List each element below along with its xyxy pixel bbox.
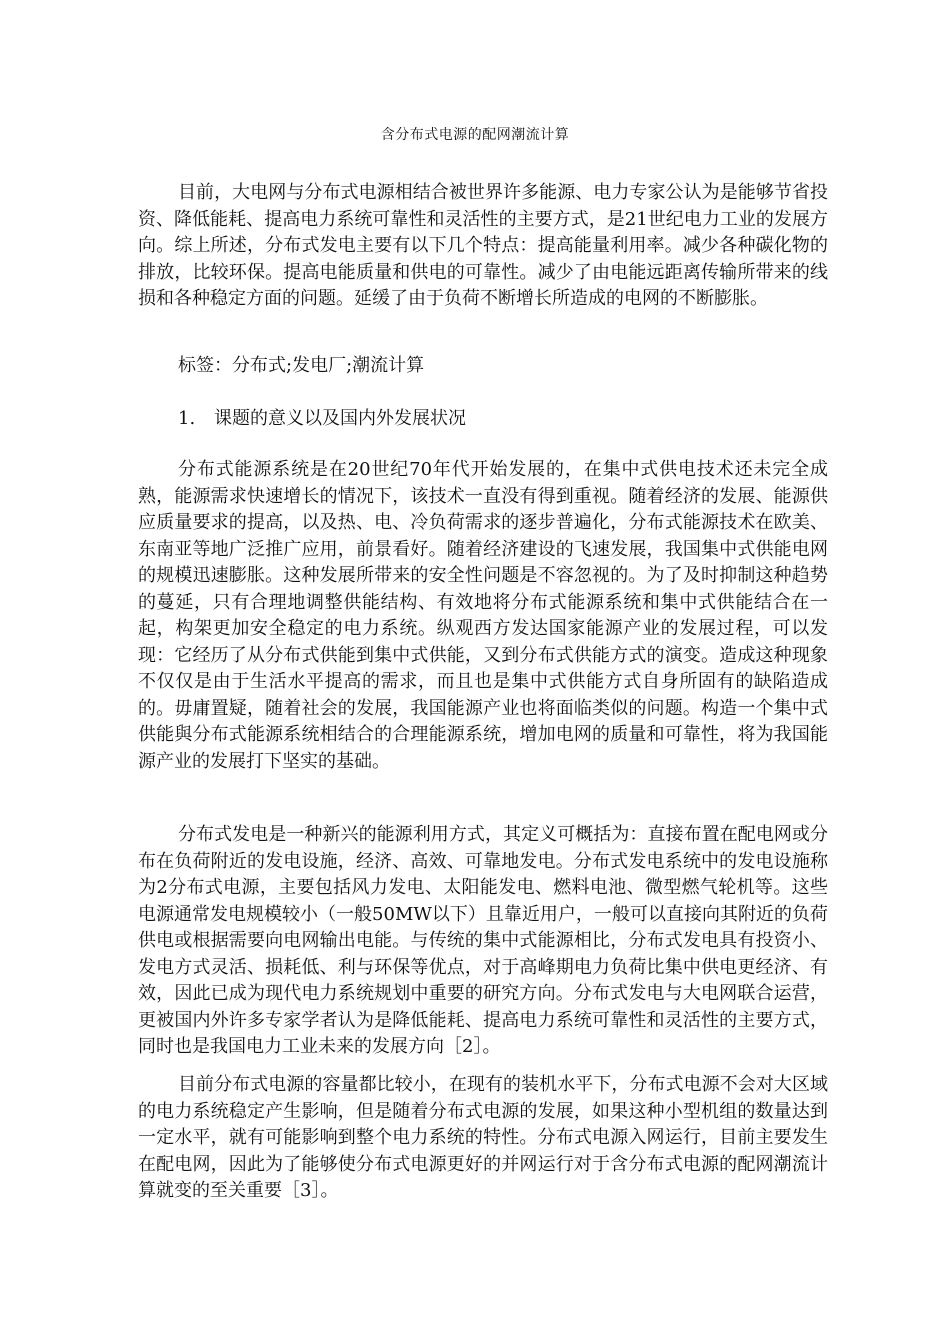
tags-line: 标签：分布式;发电厂;潮流计算: [178, 355, 425, 376]
body-paragraph-2: 分布式能源系统是在20世纪70年代开始发展的，在集中式供电技术还未完全成熟，能源需求快速增长的情况下，该技术一直没有得到重视。随着经济的发展、能源供应质量要求的提高，以及热、电、冷负荷需求的逐步普遍化，分布式能源技术在欧美、东南亚等地广泛推广应用，前景看好。随着经济建设的飞速发展，我国集中式供能电网的规模迅速膨胀。这种发展所带来的安全性问题是不容忽视的。为了及时抑制这种趋势的蔓延，只有合理地调整供能结构、有效地将分布式能源系统和集中式供能结合在一起，构架更加安全稳定的电力系统。纵观西方发达国家能源产业的发展过程，可以发现：它经历了从分布式供能到集中式供能，又到分布式供能方式的演变。造成这种现象不仅仅是由于生活水平提高的需求，而且也是集中式供能方式自身所固有的缺陷造成的。毋庸置疑，随着社会的发展，我国能源产业也将面临类似的问题。构造一个集中式供能與分布式能源系统相结合的合理能源系统，增加电网的质量和可靠性，将为我国能源产业的发展打下坚实的基础。: [138, 459, 828, 772]
section-heading: [138, 406, 868, 433]
body-paragraph-3: 分布式发电是一种新兴的能源利用方式，其定义可概括为：直接布置在配电网或分布在负荷附近的发电设施，经济、高效、可靠地发电。分布式发电系统中的发电设施称为2分布式电源，主要包括风力发电、太阳能发电、燃料电池、微型燃气轮机等。这些电源通常发电规模较小（一般50MW以下）且靠近用户，一般可以直接向其附近的负荷供电或根据需要向电网输出电能。与传统的集中式能源相比，分布式发电具有投资小、发电方式灵活、损耗低、利与环保等优点，对于高峰期电力负荷比集中供电更经济、有效，因此已成为现代电力系统规划中重要的研究方向。分布式发电与大电网联合运营，更被国内外许多专家学者认为是降低能耗、提高电力系统可靠性和灵活性的主要方式，同时也是我国电力工业未来的发展方向［2］。: [138, 824, 828, 1057]
document-title: 含分布式电源的配网潮流计算: [380, 127, 570, 143]
section-title: 课题的意义以及国内外发展状况: [214, 408, 466, 429]
section-number: 1.: [178, 408, 196, 429]
body-paragraph-4: 目前分布式电源的容量都比较小，在现有的装机水平下，分布式电源不会对大区域的电力系统稳定产生影响，但是随着分布式电源的发展，如果这种小型机组的数量达到一定水平，就有可能影响到整个电力系统的特性。分布式电源入网运行，目前主要发生在配电网，因此为了能够使分布式电源更好的并网运行对于含分布式电源的配网潮流计算就变的至关重要［3］。: [138, 1074, 828, 1201]
intro-paragraph: 目前，大电网与分布式电源相结合被世界许多能源、电力专家公认为是能够节省投资、降低能耗、提高电力系统可靠性和灵活性的主要方式，是21世纪电力工业的发展方向。综上所述，分布式发电主要有以下几个特点：提高能量利用率。减少各种碳化物的排放，比较环保。提高电能质量和供电的可靠性。减少了由电能远距离传输所带来的线损和各种稳定方面的问题。延缓了由于负荷不断增长所造成的电网的不断膨胀。: [138, 182, 828, 309]
